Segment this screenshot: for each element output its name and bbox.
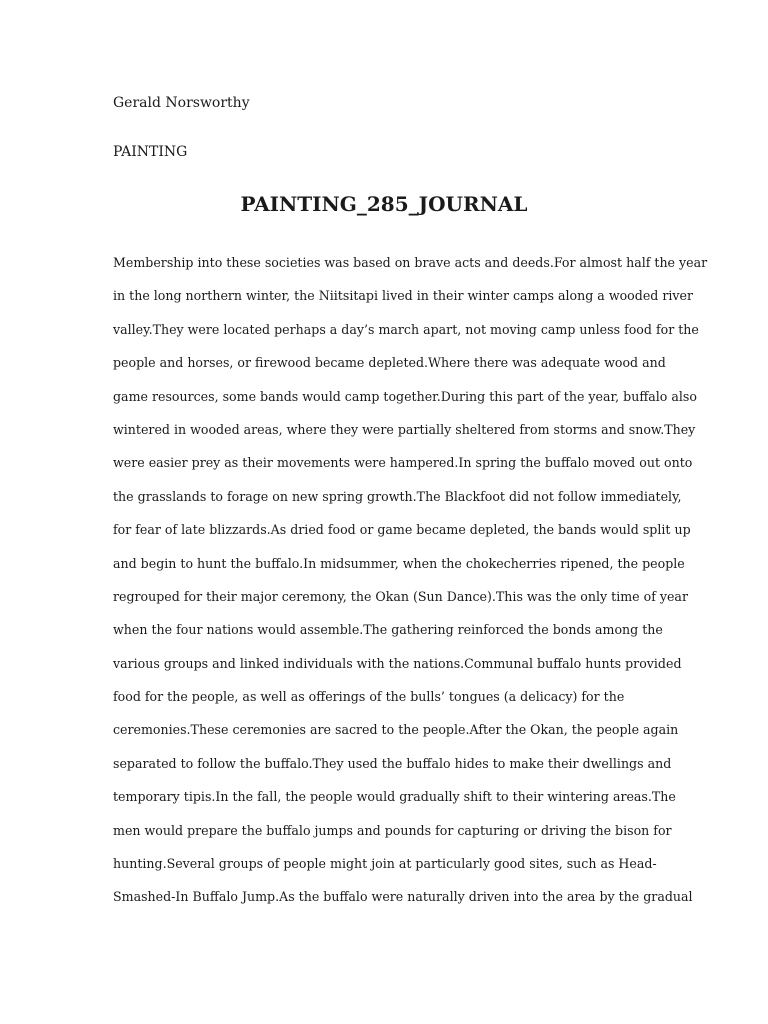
body-line: various groups and linked individuals with the nations.Communal buffalo hunts provided	[113, 655, 682, 671]
body-line: were easier prey as their movements were hampered.In spring the buffalo moved out onto	[113, 455, 693, 471]
body-line: food for the people, as well as offerings of the bulls’ tongues (a delicacy) for the	[113, 689, 625, 705]
body-line: Membership into these societies was based on brave acts and deeds.For almost half the year	[113, 255, 708, 270]
body-line: Smashed-In Buffalo Jump.As the buffalo were naturally driven into the area by the gradual	[113, 889, 693, 905]
body-line: and begin to hunt the buffalo.In midsummer, when the chokecherries ripened, the people	[113, 555, 685, 571]
author-name: Gerald Norsworthy	[113, 95, 250, 111]
body-line: wintered in wooded areas, where they were partially sheltered from storms and snow.They	[113, 421, 696, 437]
body-line: separated to follow the buffalo.They used the buffalo hides to make their dwellings and	[113, 755, 672, 771]
body-line: when the four nations would assemble.The gathering reinforced the bonds among the	[113, 622, 663, 638]
body-line: ceremonies.These ceremonies are sacred to the people.After the Okan, the people again	[113, 722, 679, 738]
body-text	[113, 250, 708, 918]
body-line: the grasslands to forage on new spring growth.The Blackfoot did not follow immediately,	[113, 488, 682, 504]
body-line: for fear of late blizzards.As dried food or game became depleted, the bands would split up	[113, 522, 691, 538]
body-line: valley.They were located perhaps a day’s march apart, not moving camp unless food for the	[113, 321, 699, 337]
body-line: men would prepare the buffalo jumps and pounds for capturing or driving the bison for	[113, 822, 672, 838]
course-name: PAINTING	[113, 144, 188, 160]
body-line: in the long northern winter, the Niitsitapi lived in their winter camps along a wooded river	[113, 288, 693, 304]
body-line: game resources, some bands would camp together.During this part of the year, buffalo also	[113, 388, 697, 404]
document-title: PAINTING_285_JOURNAL	[240, 192, 528, 216]
body-line: hunting.Several groups of people might join at particularly good sites, such as Head-	[113, 856, 657, 872]
body-line: people and horses, or firewood became depleted.Where there was adequate wood and	[113, 355, 666, 371]
body-line: temporary tipis.In the fall, the people would gradually shift to their wintering areas.The	[113, 789, 676, 805]
body-line: regrouped for their major ceremony, the Okan (Sun Dance).This was the only time of year	[113, 588, 688, 604]
